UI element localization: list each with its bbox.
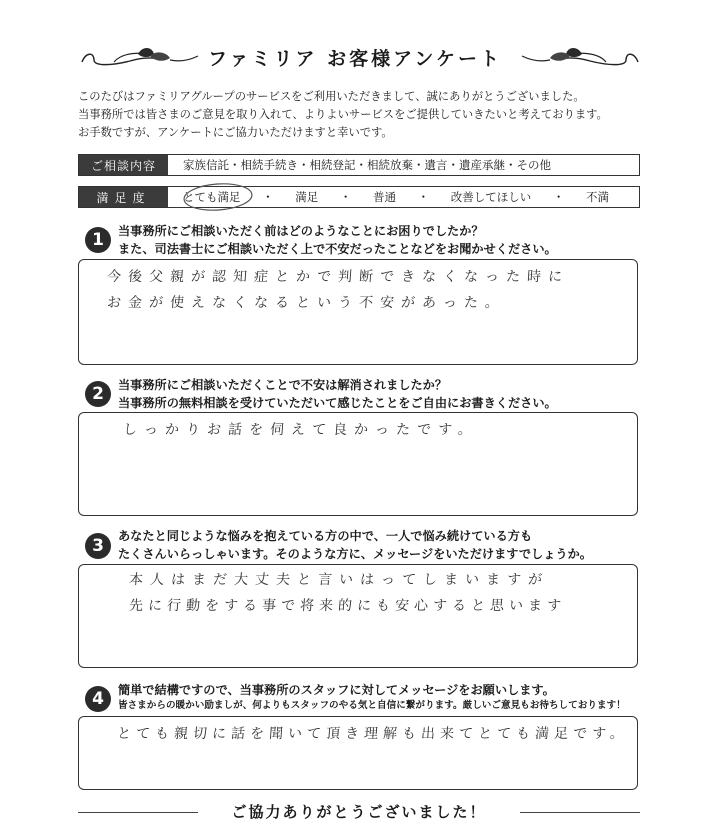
- satisfaction-row: [78, 186, 640, 208]
- page-title: ファミリア お客様アンケート: [207, 48, 503, 70]
- option-satisfied: 満足: [295, 190, 319, 204]
- question-2-text: [118, 376, 557, 412]
- question-4-sub-line: 皆さまからの暖かい励ましが、何よりもスタッフのやる気と自信に繋がります。厳しいご意見もお待ちしております！: [118, 700, 626, 711]
- question-2-line-1: 当事務所にご相談いただくことで不安は解消されましたか？: [118, 378, 448, 392]
- footer: [78, 800, 640, 824]
- question-3-line-1: あなたと同じような悩みを抱えている方の中で、一人で悩み続けている方も: [118, 529, 533, 543]
- answer-4-line-1: とても親切に話を聞いて頂き理解も出来てとても満足です。: [116, 726, 630, 742]
- answer-box-1[interactable]: [78, 259, 638, 365]
- separator: ・: [339, 190, 352, 204]
- answer-box-3[interactable]: [78, 564, 638, 668]
- option-very-satisfied: とても満足: [183, 190, 241, 204]
- question-3-text: [118, 527, 592, 563]
- question-4-text: [118, 681, 626, 713]
- question-number-4: 4: [85, 686, 111, 712]
- question-4-line-1: 簡単で結構ですので、当事務所のスタッフに対してメッセージをお願いします。: [118, 683, 555, 697]
- question-1-text: [118, 222, 557, 258]
- question-2-line-2: 当事務所の無料相談を受けていただいて感じたことをご自由にお書きください。: [118, 396, 557, 410]
- answer-3-line-2: 先に行動をする事で将来的にも安心すると思います: [128, 598, 567, 614]
- intro-line-3: お手数ですが、アンケートにご協力いただけますと幸いです。: [78, 126, 393, 139]
- answer-2-line-1: しっかりお話を伺えて良かったです。: [122, 422, 480, 438]
- question-3-line-2: たくさんいらっしゃいます。そのような方に、メッセージをいただけますでしょうか。: [118, 547, 592, 561]
- question-number-1: 1: [85, 227, 111, 253]
- selection-circle-icon: [180, 180, 256, 214]
- satisfaction-label: 満足度: [79, 187, 168, 207]
- answer-box-2[interactable]: [78, 412, 638, 516]
- question-1-line-2: また、司法書士にご相談いただく上で不安だったことなどをお聞かせください。: [118, 242, 557, 256]
- answer-1-line-2: お金が使えなくなるという不安があった。: [106, 295, 507, 311]
- question-number-2: 2: [85, 381, 111, 407]
- separator: ・: [552, 190, 565, 204]
- consult-label: ご相談内容: [79, 155, 168, 175]
- intro-line-1: このたびはファミリアグループのサービスをご利用いただきまして、誠にありがとうございました。: [78, 90, 585, 103]
- option-normal: 普通: [373, 190, 396, 204]
- question-number-3: 3: [85, 533, 111, 559]
- answer-1-line-1: 今後父親が認知症とかで判断できなくなった時に: [106, 269, 570, 285]
- consult-value: 家族信託・相続手続き・相続登記・相続放棄・遺言・遺産承継・その他: [183, 158, 551, 172]
- answer-box-4[interactable]: [78, 716, 638, 790]
- separator: ・: [262, 190, 274, 204]
- option-dissatisfied: 不満: [586, 190, 609, 204]
- consult-row: [78, 154, 640, 176]
- footer-thanks: ご協力ありがとうございました！: [231, 803, 487, 821]
- answer-3-line-1: 本人はまだ大丈夫と言いはってしまいますが: [128, 572, 550, 588]
- intro-line-2: 当事務所では皆さまのご意見を取り入れて、よりよいサービスをご提供していきたいと考えております。: [78, 108, 608, 121]
- separator: ・: [417, 190, 430, 204]
- option-improve: 改善してほしい: [450, 190, 532, 204]
- question-1-line-1: 当事務所にご相談いただく前はどのようなことにお困りでしたか？: [118, 224, 484, 238]
